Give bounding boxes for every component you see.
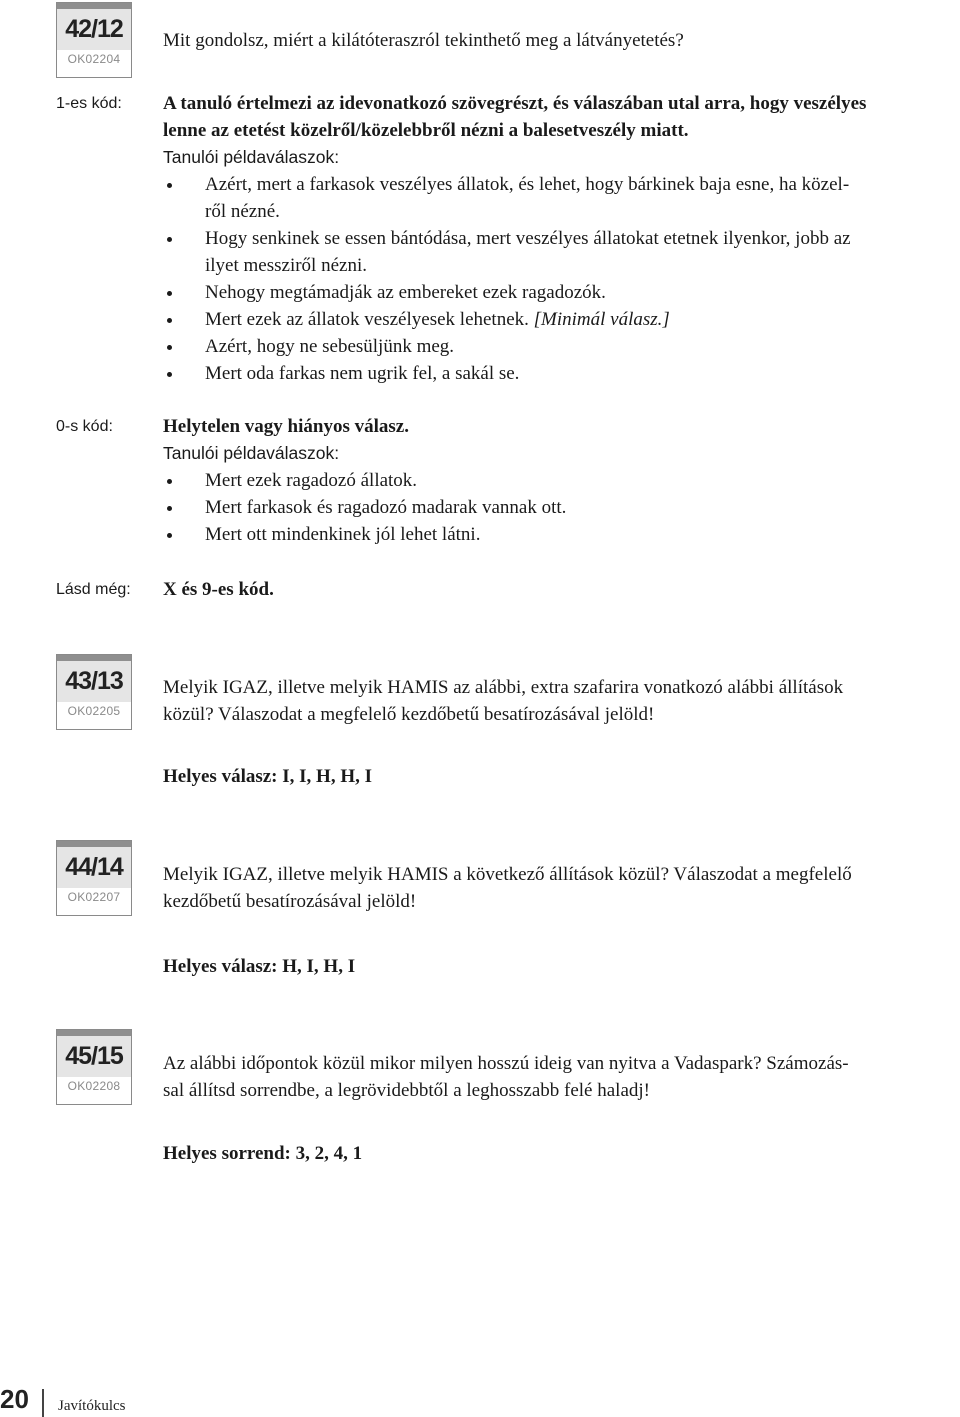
code0-examples-list (163, 467, 960, 548)
item-number: 43/13 (57, 655, 131, 702)
item-number-badge (56, 2, 132, 78)
list-item: Mert ezek ragadozó állatok. (163, 467, 960, 494)
item-number-badge (56, 1029, 132, 1105)
item-code: OK02204 (67, 52, 121, 66)
code1-block (163, 90, 960, 387)
list-item: Azért, mert a farkasok veszélyes állatok, és lehet, hogy bárkinek baja esne, ha közel- ről nézné. (163, 171, 960, 225)
code0-label: 0-s kód: (56, 418, 113, 435)
question-text: Az alábbi időpontok közül mikor milyen hosszú ideig van nyitva a Vadaspark? Számozás- sal állítsd sorrendbe, a legrövidebbtől a leghosszabb felé haladj! (163, 1053, 849, 1101)
list-item: Azért, hogy ne sebesüljünk meg. (163, 333, 960, 360)
answer-text: Helyes sorrend: 3, 2, 4, 1 (163, 1143, 363, 1164)
minimal-note: [Minimál válasz.] (533, 309, 670, 330)
code0-block (163, 413, 960, 548)
code1-examples-heading: Tanulói példaválaszok: (163, 147, 340, 167)
code0-examples-heading: Tanulói példaválaszok: (163, 443, 340, 463)
code1-description-line2: lenne az etetést közelről/közelebbről nézni a balesetveszély miatt. (163, 120, 689, 141)
see-also-label: Lásd még: (56, 581, 131, 598)
list-item: Mert ott mindenkinek jól lehet látni. (163, 521, 960, 548)
question-text: Mit gondolsz, miért a kilátóteraszról tekinthető meg a látványetetés? (163, 30, 684, 51)
item-code: OK02205 (67, 704, 121, 718)
page-number: 20 (0, 1384, 29, 1414)
question-text: Melyik IGAZ, illetve melyik HAMIS a következő állítások közül? Válaszodat a megfelelő kezdőbetű besatírozásával jelöld! (163, 864, 852, 912)
list-item: Mert oda farkas nem ugrik fel, a sakál se. (163, 360, 960, 387)
code1-label: 1-es kód: (56, 95, 122, 112)
item-code: OK02207 (67, 890, 121, 904)
item-number-badge (56, 654, 132, 730)
item-number: 44/14 (57, 841, 131, 888)
code1-examples-list (163, 171, 960, 387)
list-item: Nehogy megtámadják az embereket ezek ragadozók. (163, 279, 960, 306)
code0-description: Helytelen vagy hiányos válasz. (163, 416, 409, 437)
see-also-text: X és 9-es kód. (163, 579, 274, 600)
item-number: 45/15 (57, 1030, 131, 1077)
footer-divider (42, 1389, 44, 1417)
item-number: 42/12 (57, 3, 131, 50)
code1-description-line1: A tanuló értelmezi az idevonatkozó szövegrészt, és válaszában utal arra, hogy veszélyes (163, 93, 867, 114)
list-item: Hogy senkinek se essen bántódása, mert veszélyes állatokat etetnek ilyenkor, jobb az ilyet messziről nézni. (163, 225, 960, 279)
list-item: Mert ezek az állatok veszélyesek lehetnek. [Minimál válasz.] (163, 306, 960, 333)
list-item: Mert farkasok és ragadozó madarak vannak ott. (163, 494, 960, 521)
item-number-badge (56, 840, 132, 916)
question-text: Melyik IGAZ, illetve melyik HAMIS az alábbi, extra szafarira vonatkozó alábbi állítások közül? Válaszodat a megfelelő kezdőbetű besatírozásával jelöld! (163, 677, 844, 725)
footer-title: Javítókulcs (58, 1398, 126, 1414)
item-code: OK02208 (67, 1079, 121, 1093)
answer-text: Helyes válasz: I, I, H, H, I (163, 766, 372, 787)
answer-text: Helyes válasz: H, I, H, I (163, 956, 356, 977)
